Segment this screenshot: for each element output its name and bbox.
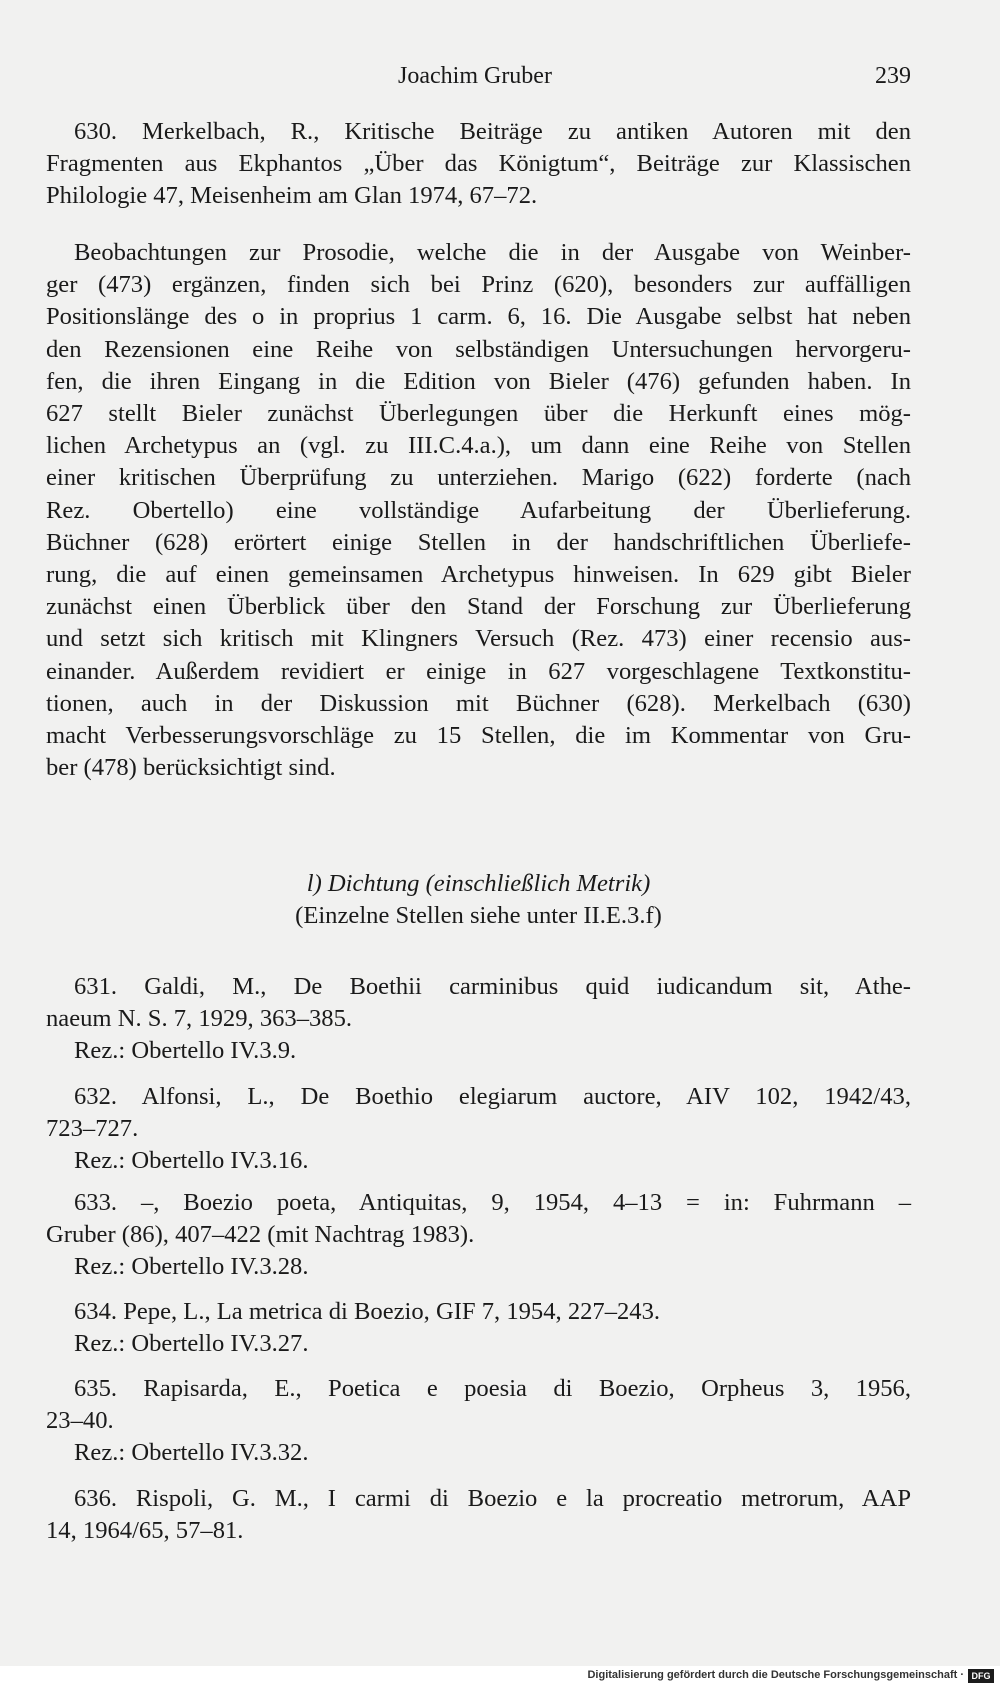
paragraph-line: und setzt sich kritisch mit Klingners Versuch (Rez. 473) einer recensio aus-	[46, 625, 911, 653]
paragraph-line: Büchner (628) erörtert einige Stellen in der handschriftlichen Überliefe-	[46, 528, 911, 556]
entry-line: Gruber (86), 407–422 (mit Nachtrag 1983).	[46, 1221, 475, 1249]
review-reference: Rez.: Obertello IV.3.27.	[74, 1330, 309, 1358]
review-reference: Rez.: Obertello IV.3.32.	[74, 1439, 309, 1467]
section-heading-block	[46, 868, 911, 932]
page-number: 239	[875, 63, 911, 89]
bibliography-entry-636	[46, 1483, 911, 1547]
bibliography-entry-632	[46, 1081, 911, 1178]
entry-line: 630. Merkelbach, R., Kritische Beiträge zu antiken Autoren mit den	[74, 118, 911, 145]
paragraph-line: tionen, auch in der Diskussion mit Büchner (628). Merkelbach (630)	[46, 689, 911, 717]
funding-credit: Digitalisierung gefördert durch die Deutsche Forschungsgemeinschaft ·	[587, 1669, 964, 1681]
digitization-footer	[0, 1666, 1000, 1687]
discussion-paragraph	[46, 237, 911, 784]
page-header	[46, 63, 911, 93]
review-reference: Rez.: Obertello IV.3.16.	[74, 1147, 309, 1175]
bibliography-entry-633	[46, 1187, 911, 1284]
entry-line: naeum N. S. 7, 1929, 363–385.	[46, 1005, 353, 1033]
entry-line: 634. Pepe, L., La metrica di Boezio, GIF 7, 1954, 227–243.	[74, 1298, 661, 1325]
paragraph-line: macht Verbesserungsvorschläge zu 15 Stellen, die im Kommentar von Gru-	[46, 722, 911, 750]
entry-line: 631. Galdi, M., De Boethii carminibus quid iudicandum sit, Athe-	[74, 973, 911, 1000]
paragraph-line: Positionslänge des o in proprius 1 carm. 6, 16. Die Ausgabe selbst hat neben	[46, 303, 911, 331]
entry-line: 23–40.	[46, 1407, 114, 1435]
entry-line: Fragmenten aus Ekphantos „Über das Königtum“, Beiträge zur Klassischen	[46, 150, 911, 178]
review-reference: Rez.: Obertello IV.3.28.	[74, 1253, 309, 1281]
entry-line: 632. Alfonsi, L., De Boethio elegiarum auctore, AIV 102, 1942/43,	[74, 1083, 911, 1110]
paragraph-line: ber (478) berücksichtigt sind.	[46, 754, 336, 782]
paragraph-line: lichen Archetypus an (vgl. zu III.C.4.a.), um dann eine Reihe von Stellen	[46, 432, 911, 460]
paragraph-line: einer kritischen Überprüfung zu unterziehen. Marigo (622) forderte (nach	[46, 464, 911, 492]
section-subheading: (Einzelne Stellen siehe unter II.E.3.f)	[295, 902, 662, 930]
paragraph-line: fen, die ihren Eingang in die Edition von Bieler (476) gefunden haben. In	[46, 367, 911, 395]
paragraph-line: 627 stellt Bieler zunächst Überlegungen über die Herkunft eines mög-	[46, 400, 911, 428]
paragraph-line: einander. Außerdem revidiert er einige in 627 vorgeschlagene Textkonstitu-	[46, 657, 911, 685]
dfg-logo: DFG	[968, 1669, 994, 1683]
bibliography-entry-635	[46, 1373, 911, 1470]
paragraph-line: Rez. Obertello) eine vollständige Aufarbeitung der Überlieferung.	[46, 496, 911, 524]
bibliography-entry-631	[46, 971, 911, 1068]
entry-line: 14, 1964/65, 57–81.	[46, 1517, 244, 1545]
paragraph-line: ger (473) ergänzen, finden sich bei Prinz (620), besonders zur auffälligen	[46, 271, 911, 299]
paragraph-line: rung, die auf einen gemeinsamen Archetypus hinweisen. In 629 gibt Bieler	[46, 561, 911, 589]
paragraph-line: den Rezensionen eine Reihe von selbständigen Untersuchungen hervorgeru-	[46, 335, 911, 363]
entry-line: 635. Rapisarda, E., Poetica e poesia di Boezio, Orpheus 3, 1956,	[74, 1375, 911, 1402]
review-reference: Rez.: Obertello IV.3.9.	[74, 1037, 297, 1065]
entry-line: 633. –, Boezio poeta, Antiquitas, 9, 1954, 4–13 = in: Fuhrmann –	[74, 1189, 911, 1216]
section-heading: l) Dichtung (einschließlich Metrik)	[306, 870, 651, 897]
entry-line: Philologie 47, Meisenheim am Glan 1974, 67–72.	[46, 182, 538, 210]
bibliography-entry-630	[46, 116, 911, 213]
running-head: Joachim Gruber	[398, 63, 552, 89]
entry-line: 723–727.	[46, 1115, 139, 1143]
paragraph-line: Beobachtungen zur Prosodie, welche die in der Ausgabe von Weinber-	[74, 239, 911, 266]
entry-line: 636. Rispoli, G. M., I carmi di Boezio e la procreatio metrorum, AAP	[74, 1485, 911, 1512]
paragraph-line: zunächst einen Überblick über den Stand der Forschung zur Überlieferung	[46, 593, 911, 621]
bibliography-entry-634	[46, 1296, 911, 1360]
